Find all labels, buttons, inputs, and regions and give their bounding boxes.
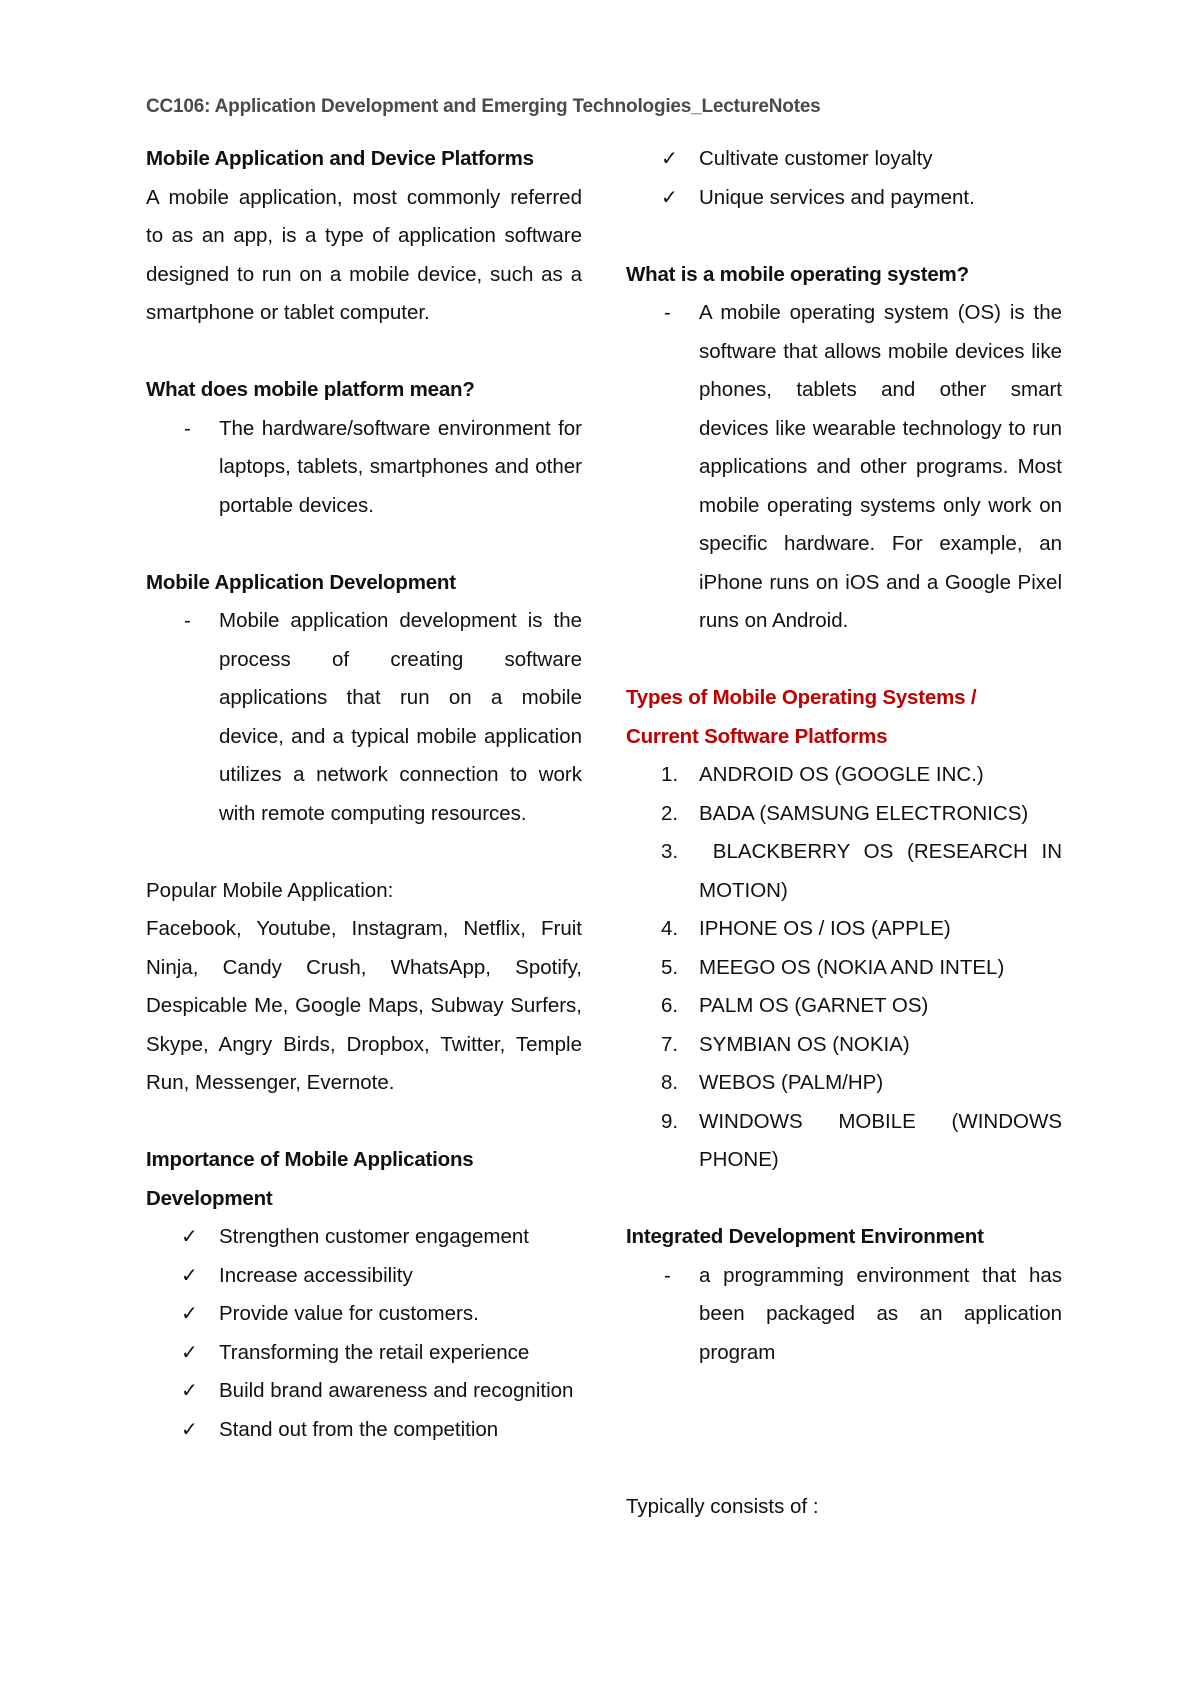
checkmark-icon: ✓ [661, 186, 678, 209]
checkmark-icon: ✓ [661, 148, 678, 170]
list-item: - a programming environment that has been packaged as an application program [626, 1257, 1062, 1373]
list-item: 2. BADA (SAMSUNG ELECTRONICS) [626, 795, 1062, 834]
list-item: ✓ Build brand awareness and recognition [146, 1372, 582, 1411]
section-title-mobile-platform: What does mobile platform mean? [146, 378, 475, 401]
list-item: 7. SYMBIAN OS (NOKIA) [626, 1026, 1062, 1065]
list-item: ✓ Unique services and payment. [626, 179, 1062, 218]
typically-consists-label: Typically consists of : [626, 1494, 819, 1518]
section-title-importance-line1: Importance of Mobile Applications [146, 1148, 474, 1171]
list-os-types [626, 756, 1068, 1180]
list-item: 4. IPHONE OS / IOS (APPLE) [626, 910, 1062, 949]
section-title-os-types-line2: Current Software Platforms [626, 724, 888, 748]
page-header: CC106: Application Development and Emerging Technologies_LectureNotes [146, 96, 821, 117]
list-item: ✓ Increase accessibility [146, 1257, 582, 1296]
right-column [626, 140, 1068, 1526]
section-title-importance-line2: Development [146, 1186, 273, 1210]
list-item: - A mobile operating system (OS) is the software that allows mobile devices like phones, tablets and other smart devices like wearable technology to run applications and other programs. Most mobile operating systems only work on specific hardware. For example, an iPhone runs on iOS and a Google Pixel runs on Android. [626, 294, 1062, 641]
popular-apps-list: Facebook, Youtube, Instagram, Netflix, Fruit Ninja, Candy Crush, WhatsApp, Spotify, Despicable Me, Google Maps, Subway Surfers, Skype, Angry Birds, Dropbox, Twitter, Temple Run, Messenger, Evernote. [146, 917, 582, 1094]
list-item: 9. WINDOWS MOBILE (WINDOWS PHONE) [626, 1103, 1062, 1180]
dash-bullet: - [664, 301, 671, 324]
dash-bullet: - [664, 1263, 671, 1287]
left-column [146, 140, 582, 1449]
list-item: - The hardware/software environment for laptops, tablets, smartphones and other portable devices. [146, 410, 582, 526]
list-number: 5. [661, 955, 679, 979]
list-importance-continued [626, 140, 1062, 217]
list-number: 9. [661, 1109, 679, 1133]
list-number: 7. [661, 1032, 679, 1056]
checkmark-icon: ✓ [181, 1380, 198, 1402]
list-number: 1. [661, 763, 679, 786]
list-number: 4. [661, 917, 679, 940]
list-number: 8. [661, 1071, 679, 1094]
list-app-development [146, 602, 582, 833]
dash-bullet: - [184, 609, 191, 632]
section-title-app-development: Mobile Application Development [146, 570, 456, 594]
list-item: 6. PALM OS (GARNET OS) [626, 987, 1062, 1026]
section-title-os-types-line1: Types of Mobile Operating Systems / [626, 686, 977, 709]
checkmark-icon: ✓ [181, 1341, 198, 1364]
list-mobile-os [626, 294, 1062, 641]
list-item: ✓ Stand out from the competition [146, 1411, 582, 1450]
section-title-mobile-os: What is a mobile operating system? [626, 262, 969, 286]
section-title-ide: Integrated Development Environment [626, 1225, 984, 1248]
list-item: 5. MEEGO OS (NOKIA AND INTEL) [626, 949, 1062, 988]
checkmark-icon: ✓ [181, 1303, 198, 1325]
list-ide [626, 1257, 1062, 1373]
list-item: ✓ Provide value for customers. [146, 1295, 582, 1334]
checkmark-icon: ✓ [181, 1226, 198, 1248]
list-item: - Mobile application development is the process of creating software applications that run on a mobile device, and a typical mobile application utilizes a network connection to work with remote computing resources. [146, 602, 582, 833]
list-number: 6. [661, 994, 679, 1017]
list-item: 8. WEBOS (PALM/HP) [626, 1064, 1062, 1103]
dash-bullet: - [184, 416, 191, 440]
checkmark-icon: ✓ [181, 1418, 198, 1441]
list-item: ✓ Transforming the retail experience [146, 1334, 582, 1373]
list-item: 3. BLACKBERRY OS (RESEARCH IN MOTION) [626, 833, 1062, 910]
list-number: 3. [661, 840, 679, 863]
list-item: ✓ Strengthen customer engagement [146, 1218, 582, 1257]
list-mobile-platform [146, 410, 582, 526]
list-number: 2. [661, 801, 679, 825]
checkmark-icon: ✓ [181, 1264, 198, 1287]
list-importance [146, 1218, 582, 1449]
paragraph-mobile-application: A mobile application, most commonly referred to as an app, is a type of application software designed to run on a mobile device, such as a smartphone or tablet computer. [146, 185, 582, 324]
list-item: ✓ Cultivate customer loyalty [626, 140, 1062, 179]
list-item: 1. ANDROID OS (GOOGLE INC.) [626, 756, 1062, 795]
section-title-mobile-application: Mobile Application and Device Platforms [146, 147, 534, 170]
popular-apps-label: Popular Mobile Application: [146, 878, 394, 902]
